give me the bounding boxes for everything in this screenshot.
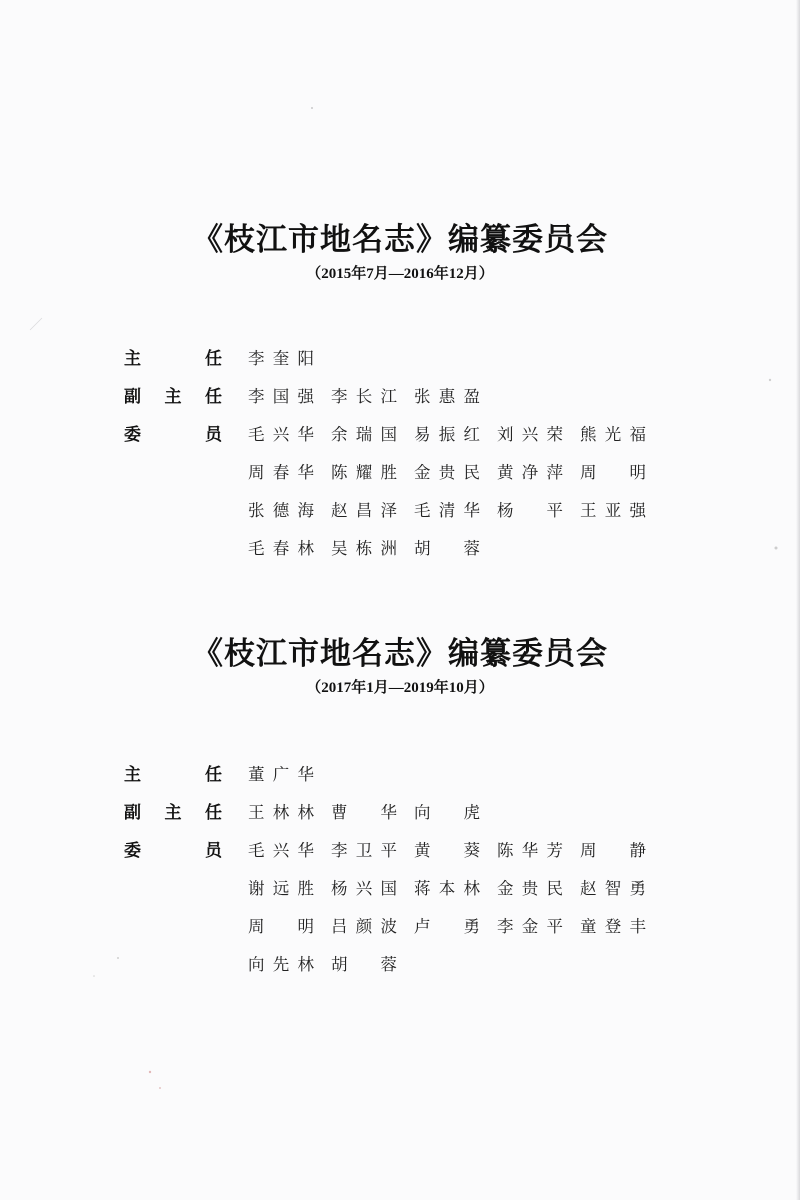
member-name: 王 林 林: [248, 803, 314, 822]
member-name: 李 长 江: [331, 387, 397, 406]
role-label: 委 员: [124, 841, 222, 861]
member-name: 黄 净 萍: [497, 463, 563, 482]
member-name: 张 惠 盈: [414, 387, 480, 406]
section-title: 《枝江市地名志》编纂委员会: [192, 222, 608, 258]
member-name: 赵 智 勇: [580, 879, 646, 898]
member-name: 童 登 丰: [580, 917, 646, 936]
roster-row: [0, 836, 800, 874]
roster-row: [0, 798, 800, 836]
member-name: 毛 兴 华: [248, 425, 314, 444]
role-label: 委 员: [124, 425, 222, 445]
committee-section-2015: [0, 218, 800, 558]
member-name: 蒋 本 林: [414, 879, 480, 898]
roster-row: [0, 950, 800, 988]
member-roster: [0, 344, 800, 572]
member-name: 毛 春 林: [248, 539, 314, 558]
roster-row: [0, 874, 800, 912]
member-name: 金 贵 民: [497, 879, 563, 898]
member-name: 杨 平: [497, 501, 563, 520]
roster-row: [0, 760, 800, 798]
member-name: 吕 颜 波: [331, 917, 397, 936]
member-name: 周 明: [248, 917, 314, 936]
member-name: 刘 兴 荣: [497, 425, 563, 444]
roster-row: [0, 420, 800, 458]
member-name: 李 奎 阳: [248, 349, 314, 368]
member-name: 李 卫 平: [331, 841, 397, 860]
roster-row: [0, 534, 800, 572]
member-name: 金 贵 民: [414, 463, 480, 482]
member-name: 毛 兴 华: [248, 841, 314, 860]
section-period: （2015年7月—2016年12月）: [306, 266, 494, 282]
member-name: 卢 勇: [414, 917, 480, 936]
role-label: 副 主 任: [124, 387, 222, 407]
member-name: 易 振 红: [414, 425, 480, 444]
member-name: 王 亚 强: [580, 501, 646, 520]
role-label: 主 任: [124, 349, 222, 369]
member-name: 周 静: [580, 841, 646, 860]
member-name: 余 瑞 国: [331, 425, 397, 444]
member-name: 陈 耀 胜: [331, 463, 397, 482]
member-name: 周 明: [580, 463, 646, 482]
committee-section-2017: [0, 632, 800, 974]
roster-row: [0, 912, 800, 950]
member-name: 李 金 平: [497, 917, 563, 936]
member-name: 向 先 林: [248, 955, 314, 974]
roster-row: [0, 496, 800, 534]
member-name: 黄 葵: [414, 841, 480, 860]
member-name: 熊 光 福: [580, 425, 646, 444]
member-name: 吴 栋 洲: [331, 539, 397, 558]
roster-row: [0, 344, 800, 382]
member-name: 谢 远 胜: [248, 879, 314, 898]
member-name: 毛 清 华: [414, 501, 480, 520]
member-name: 陈 华 芳: [497, 841, 563, 860]
roster-row: [0, 382, 800, 420]
member-name: 胡 蓉: [414, 539, 480, 558]
role-label: 副 主 任: [124, 803, 222, 823]
member-name: 李 国 强: [248, 387, 314, 406]
member-name: 赵 昌 泽: [331, 501, 397, 520]
member-name: 胡 蓉: [331, 955, 397, 974]
member-roster: [0, 760, 800, 988]
member-name: 董 广 华: [248, 765, 314, 784]
member-name: 曹 华: [331, 803, 397, 822]
member-name: 张 德 海: [248, 501, 314, 520]
member-name: 向 虎: [414, 803, 480, 822]
member-name: 杨 兴 国: [331, 879, 397, 898]
section-period: （2017年1月—2019年10月）: [306, 680, 494, 696]
roster-row: [0, 458, 800, 496]
member-name: 周 春 华: [248, 463, 314, 482]
role-label: 主 任: [124, 765, 222, 785]
section-title: 《枝江市地名志》编纂委员会: [192, 636, 608, 672]
